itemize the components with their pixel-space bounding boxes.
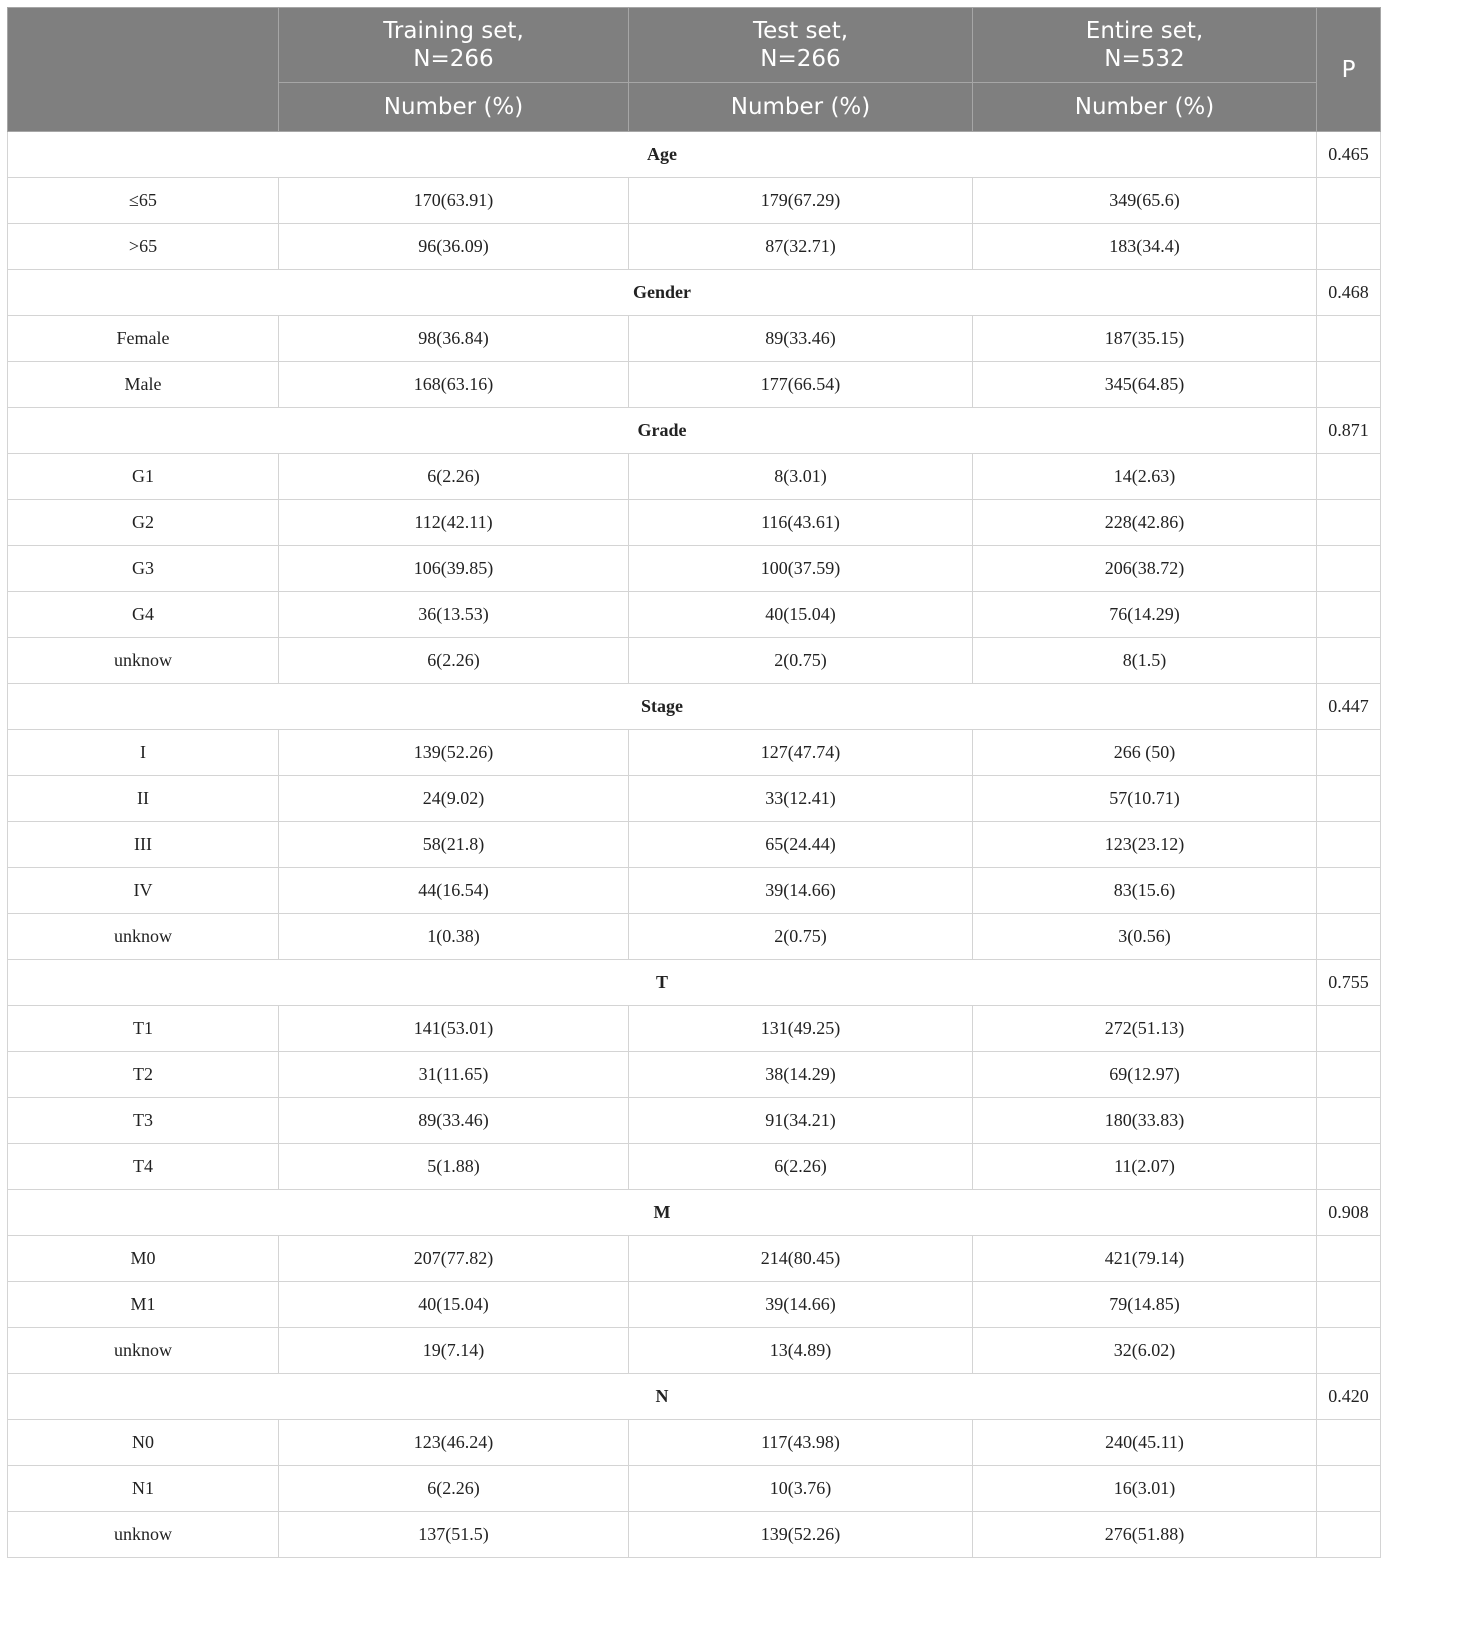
header-test-set — [629, 8, 973, 83]
row-label: G3 — [8, 546, 279, 592]
p-value-empty — [1317, 1466, 1381, 1512]
p-value: 0.465 — [1317, 132, 1381, 178]
entire-value: 180(33.83) — [973, 1098, 1317, 1144]
test-value: 139(52.26) — [629, 1512, 973, 1558]
entire-value: 187(35.15) — [973, 316, 1317, 362]
test-value: 13(4.89) — [629, 1328, 973, 1374]
group-title: Gender — [8, 270, 1317, 316]
entire-value: 421(79.14) — [973, 1236, 1317, 1282]
training-value: 168(63.16) — [279, 362, 629, 408]
clinical-characteristics-table — [7, 7, 1381, 1558]
training-set-n: N=266 — [413, 46, 494, 72]
p-value: 0.755 — [1317, 960, 1381, 1006]
row-label: N0 — [8, 1420, 279, 1466]
row-label: T3 — [8, 1098, 279, 1144]
group-title: Stage — [8, 684, 1317, 730]
p-value-empty — [1317, 500, 1381, 546]
training-value: 6(2.26) — [279, 638, 629, 684]
row-label: T2 — [8, 1052, 279, 1098]
group-header-row — [8, 1190, 1381, 1236]
test-value: 100(37.59) — [629, 546, 973, 592]
entire-value: 14(2.63) — [973, 454, 1317, 500]
entire-value: 206(38.72) — [973, 546, 1317, 592]
training-value: 139(52.26) — [279, 730, 629, 776]
test-value: 8(3.01) — [629, 454, 973, 500]
test-value: 33(12.41) — [629, 776, 973, 822]
entire-value: 76(14.29) — [973, 592, 1317, 638]
group-header-row — [8, 270, 1381, 316]
table-row — [8, 1328, 1381, 1374]
entire-value: 11(2.07) — [973, 1144, 1317, 1190]
table-container — [7, 7, 1381, 1558]
table-row — [8, 546, 1381, 592]
training-value: 137(51.5) — [279, 1512, 629, 1558]
row-label: >65 — [8, 224, 279, 270]
p-value-empty — [1317, 730, 1381, 776]
p-value-empty — [1317, 868, 1381, 914]
table-row — [8, 1144, 1381, 1190]
table-row — [8, 362, 1381, 408]
entire-value: 123(23.12) — [973, 822, 1317, 868]
training-set-label: Training set, — [383, 18, 524, 44]
table-row — [8, 730, 1381, 776]
training-value: 44(16.54) — [279, 868, 629, 914]
row-label: T4 — [8, 1144, 279, 1190]
p-value-empty — [1317, 776, 1381, 822]
training-value: 207(77.82) — [279, 1236, 629, 1282]
training-value: 6(2.26) — [279, 454, 629, 500]
test-value: 179(67.29) — [629, 178, 973, 224]
header-entire-set — [973, 8, 1317, 83]
group-header-row — [8, 684, 1381, 730]
p-value-empty — [1317, 1006, 1381, 1052]
test-value: 39(14.66) — [629, 868, 973, 914]
p-value: 0.468 — [1317, 270, 1381, 316]
test-value: 87(32.71) — [629, 224, 973, 270]
table-row — [8, 1466, 1381, 1512]
training-value: 1(0.38) — [279, 914, 629, 960]
group-header-row — [8, 1374, 1381, 1420]
training-value: 89(33.46) — [279, 1098, 629, 1144]
training-value: 40(15.04) — [279, 1282, 629, 1328]
p-value-empty — [1317, 592, 1381, 638]
row-label: N1 — [8, 1466, 279, 1512]
table-row — [8, 868, 1381, 914]
training-value: 112(42.11) — [279, 500, 629, 546]
training-value: 6(2.26) — [279, 1466, 629, 1512]
table-row — [8, 1052, 1381, 1098]
row-label: M0 — [8, 1236, 279, 1282]
table-row — [8, 454, 1381, 500]
group-header-row — [8, 960, 1381, 1006]
table-row — [8, 822, 1381, 868]
row-label: M1 — [8, 1282, 279, 1328]
test-value: 2(0.75) — [629, 914, 973, 960]
group-title: T — [8, 960, 1317, 1006]
entire-set-label: Entire set, — [1085, 18, 1204, 44]
p-value: 0.420 — [1317, 1374, 1381, 1420]
row-label: unknow — [8, 914, 279, 960]
p-value-empty — [1317, 454, 1381, 500]
test-value: 2(0.75) — [629, 638, 973, 684]
entire-value: 57(10.71) — [973, 776, 1317, 822]
row-label: IV — [8, 868, 279, 914]
table-row — [8, 1098, 1381, 1144]
test-set-label: Test set, — [752, 18, 849, 44]
entire-set-n: N=532 — [1104, 46, 1185, 72]
row-label: I — [8, 730, 279, 776]
p-value-empty — [1317, 1098, 1381, 1144]
p-value-empty — [1317, 1420, 1381, 1466]
row-label: T1 — [8, 1006, 279, 1052]
row-label: III — [8, 822, 279, 868]
entire-value: 272(51.13) — [973, 1006, 1317, 1052]
test-value: 6(2.26) — [629, 1144, 973, 1190]
p-value: 0.908 — [1317, 1190, 1381, 1236]
p-value-empty — [1317, 1512, 1381, 1558]
table-row — [8, 1512, 1381, 1558]
entire-value: 8(1.5) — [973, 638, 1317, 684]
training-number-pct: Number (%) — [279, 83, 629, 132]
training-value: 31(11.65) — [279, 1052, 629, 1098]
test-number-pct: Number (%) — [629, 83, 973, 132]
header-training-set — [279, 8, 629, 83]
test-value: 39(14.66) — [629, 1282, 973, 1328]
p-value-empty — [1317, 1052, 1381, 1098]
row-label: ≤65 — [8, 178, 279, 224]
training-value: 5(1.88) — [279, 1144, 629, 1190]
training-value: 58(21.8) — [279, 822, 629, 868]
group-header-row — [8, 132, 1381, 178]
test-value: 127(47.74) — [629, 730, 973, 776]
entire-value: 266 (50) — [973, 730, 1317, 776]
row-label: unknow — [8, 1328, 279, 1374]
training-value: 98(36.84) — [279, 316, 629, 362]
table-body — [8, 132, 1381, 1558]
row-label: Female — [8, 316, 279, 362]
test-value: 117(43.98) — [629, 1420, 973, 1466]
table-header — [8, 8, 1381, 132]
table-row — [8, 500, 1381, 546]
training-value: 106(39.85) — [279, 546, 629, 592]
p-value-empty — [1317, 1282, 1381, 1328]
row-label: unknow — [8, 1512, 279, 1558]
row-label: II — [8, 776, 279, 822]
entire-value: 240(45.11) — [973, 1420, 1317, 1466]
table-row — [8, 776, 1381, 822]
table-row — [8, 914, 1381, 960]
p-value-empty — [1317, 638, 1381, 684]
table-row — [8, 224, 1381, 270]
test-value: 116(43.61) — [629, 500, 973, 546]
training-value: 19(7.14) — [279, 1328, 629, 1374]
test-value: 177(66.54) — [629, 362, 973, 408]
p-value-empty — [1317, 1328, 1381, 1374]
p-value-empty — [1317, 362, 1381, 408]
p-value: 0.447 — [1317, 684, 1381, 730]
table-row — [8, 1236, 1381, 1282]
entire-value: 345(64.85) — [973, 362, 1317, 408]
entire-value: 79(14.85) — [973, 1282, 1317, 1328]
row-label: G1 — [8, 454, 279, 500]
row-label: G2 — [8, 500, 279, 546]
group-header-row — [8, 408, 1381, 454]
p-value-empty — [1317, 316, 1381, 362]
p-value-empty — [1317, 914, 1381, 960]
table-row — [8, 316, 1381, 362]
entire-value: 183(34.4) — [973, 224, 1317, 270]
entire-value: 32(6.02) — [973, 1328, 1317, 1374]
table-row — [8, 1006, 1381, 1052]
entire-value: 3(0.56) — [973, 914, 1317, 960]
table-row — [8, 178, 1381, 224]
test-value: 91(34.21) — [629, 1098, 973, 1144]
p-value-empty — [1317, 1144, 1381, 1190]
group-title: Age — [8, 132, 1317, 178]
training-value: 123(46.24) — [279, 1420, 629, 1466]
training-value: 141(53.01) — [279, 1006, 629, 1052]
training-value: 24(9.02) — [279, 776, 629, 822]
table-row — [8, 1282, 1381, 1328]
p-value: 0.871 — [1317, 408, 1381, 454]
row-label: unknow — [8, 638, 279, 684]
table-row — [8, 592, 1381, 638]
header-blank-cell — [8, 8, 279, 132]
group-title: Grade — [8, 408, 1317, 454]
entire-value: 83(15.6) — [973, 868, 1317, 914]
row-label: Male — [8, 362, 279, 408]
entire-value: 276(51.88) — [973, 1512, 1317, 1558]
p-value-empty — [1317, 178, 1381, 224]
entire-number-pct: Number (%) — [973, 83, 1317, 132]
training-value: 96(36.09) — [279, 224, 629, 270]
table-row — [8, 638, 1381, 684]
p-value-empty — [1317, 224, 1381, 270]
test-value: 89(33.46) — [629, 316, 973, 362]
row-label: G4 — [8, 592, 279, 638]
p-value-empty — [1317, 822, 1381, 868]
test-set-n: N=266 — [760, 46, 841, 72]
header-p-value: P — [1317, 8, 1381, 132]
test-value: 38(14.29) — [629, 1052, 973, 1098]
test-value: 214(80.45) — [629, 1236, 973, 1282]
entire-value: 69(12.97) — [973, 1052, 1317, 1098]
table-row — [8, 1420, 1381, 1466]
p-value-empty — [1317, 546, 1381, 592]
entire-value: 16(3.01) — [973, 1466, 1317, 1512]
entire-value: 349(65.6) — [973, 178, 1317, 224]
training-value: 170(63.91) — [279, 178, 629, 224]
group-title: N — [8, 1374, 1317, 1420]
entire-value: 228(42.86) — [973, 500, 1317, 546]
test-value: 131(49.25) — [629, 1006, 973, 1052]
test-value: 40(15.04) — [629, 592, 973, 638]
test-value: 65(24.44) — [629, 822, 973, 868]
header-row-sets — [8, 8, 1381, 83]
test-value: 10(3.76) — [629, 1466, 973, 1512]
group-title: M — [8, 1190, 1317, 1236]
p-value-empty — [1317, 1236, 1381, 1282]
training-value: 36(13.53) — [279, 592, 629, 638]
